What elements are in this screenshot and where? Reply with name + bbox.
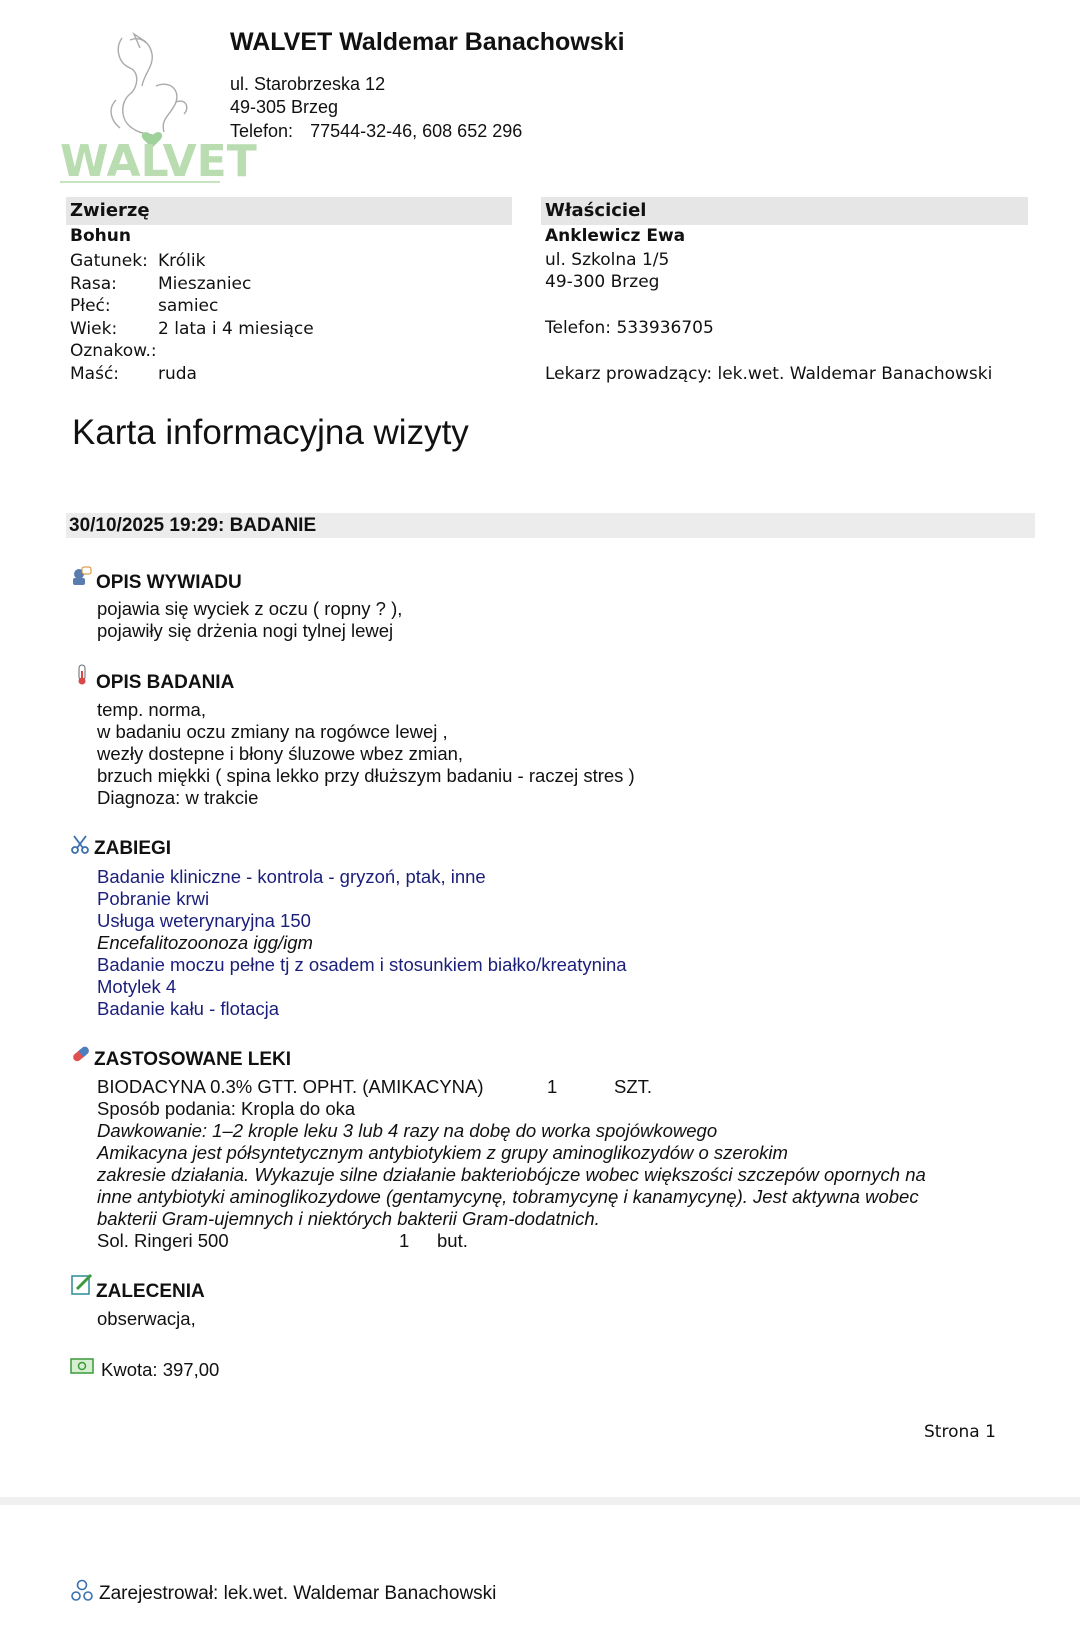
drug-row — [97, 1230, 997, 1252]
pill-icon — [70, 1043, 92, 1065]
drug-route: Sposób podania: Kropla do oka — [97, 1098, 356, 1119]
visit-header: 30/10/2025 19:29: BADANIE — [66, 513, 1035, 538]
procedure-item: Badanie kału - flotacja — [97, 998, 280, 1019]
owner-doctor — [545, 364, 992, 384]
drug-qty: 1 — [399, 1230, 410, 1251]
owner-phone-label: Telefon: — [545, 318, 612, 338]
svg-text:WALVET: WALVET — [60, 136, 257, 187]
clinic-name: WALVET Waldemar Banachowski — [230, 28, 625, 56]
amount: Kwota: 397,00 — [101, 1359, 220, 1380]
drug-unit: SZT. — [614, 1076, 653, 1097]
owner-address-street: ul. Szkolna 1/5 — [545, 250, 670, 270]
animal-field-breed: Rasa: Mieszaniec — [70, 273, 252, 294]
drug-qty: 1 — [547, 1076, 558, 1097]
drugs-list — [97, 1076, 997, 1252]
user-icon — [70, 1578, 94, 1602]
animal-section-header: Zwierzę — [66, 197, 512, 225]
history-text — [97, 598, 402, 642]
clinic-address-city: 49-305 Brzeg — [230, 97, 339, 117]
notepad-pencil-icon — [71, 1273, 93, 1295]
walvet-logo — [60, 28, 257, 188]
owner-doctor-value: lek.wet. Waldemar Banachowski — [717, 364, 993, 384]
procedures-list — [97, 866, 627, 1020]
animal-field-age: Wiek: 2 lata i 4 miesiące — [70, 318, 314, 339]
exam-line: wezły dostepne i błony śluzowe wbez zmian, — [97, 743, 464, 764]
drug-note: Amikacyna jest półsyntetycznym antybiotykiem z grupy aminoglikozydów o szerokim — [97, 1142, 788, 1163]
drug-note: Dawkowanie: 1–2 krople leku 3 lub 4 razy na dobę do worka spojówkowego — [97, 1120, 718, 1141]
owner-section-header: Właściciel — [541, 197, 1028, 225]
procedure-item: Motylek 4 — [97, 976, 177, 997]
procedure-item: Usługa weterynaryjna 150 — [97, 910, 311, 931]
procedure-item: Encefalitozoonoza igg/igm — [97, 932, 313, 953]
owner-phone — [545, 318, 714, 338]
interview-icon — [70, 565, 92, 587]
drug-note: inne antybiotyki aminoglikozydowe (gentamycynę, tobramycynę i kanamycynę). Jest aktywna wobec — [97, 1186, 919, 1207]
drugs-title: ZASTOSOWANE LEKI — [94, 1049, 292, 1070]
animal-name: Bohun — [70, 226, 131, 246]
recommendations-text: obserwacja, — [97, 1308, 196, 1329]
drug-note: bakterii Gram-ujemnych i niektórych bakterii Gram-dodatnich. — [97, 1208, 600, 1229]
procedure-item: Badanie kliniczne - kontrola - gryzoń, ptak, inne — [97, 866, 486, 887]
exam-text — [97, 699, 635, 809]
drug-name: Sol. Ringeri 500 — [97, 1230, 229, 1251]
animal-field-sex: Płeć: samiec — [70, 296, 219, 317]
owner-name: Anklewicz Ewa — [545, 226, 686, 246]
exam-line: w badaniu oczu zmiany na rogówce lewej , — [97, 721, 448, 742]
clinic-address-street: ul. Starobrzeska 12 — [230, 74, 386, 94]
exam-line: Diagnoza: w trakcie — [97, 787, 259, 808]
clinic-phone-label: Telefon: — [230, 121, 294, 141]
procedures-title: ZABIEGI — [94, 838, 172, 859]
animal-field-species: Gatunek: Królik — [70, 251, 206, 271]
clinic-phone-value: 77544-32-46, 608 652 296 — [310, 121, 523, 141]
exam-line: temp. norma, — [97, 699, 206, 720]
exam-line: brzuch miękki ( spina lekko przy dłuższym badaniu - raczej stres ) — [97, 765, 635, 786]
clinic-phone — [230, 121, 522, 142]
recommendations-title: ZALECENIA — [96, 1281, 205, 1302]
scissors-icon — [70, 834, 92, 856]
procedure-item: Pobranie krwi — [97, 888, 210, 909]
thermometer-icon — [72, 664, 94, 686]
owner-phone-value: 533936705 — [616, 318, 714, 338]
history-line: pojawiły się drżenia nogi tylnej lewej — [97, 620, 394, 641]
owner-doctor-label: Lekarz prowadzący: — [545, 364, 713, 384]
exam-title: OPIS BADANIA — [96, 672, 235, 693]
page-number: Strona 1 — [924, 1422, 996, 1442]
history-title: OPIS WYWIADU — [96, 572, 242, 593]
drug-name: BIODACYNA 0.3% GTT. OPHT. (AMIKACYNA) — [97, 1076, 484, 1097]
page-separator — [0, 1497, 1080, 1505]
registered-by: Zarejestrował: lek.wet. Waldemar Banachowski — [99, 1583, 497, 1604]
drug-unit: but. — [437, 1230, 468, 1251]
animal-fields — [70, 250, 314, 386]
history-line: pojawia się wyciek z oczu ( ropny ? ), — [97, 598, 403, 619]
procedure-item: Badanie moczu pełne tj z osadem i stosunkiem białko/kreatynina — [97, 954, 627, 975]
banknote-icon — [70, 1357, 94, 1375]
animal-field-marking: Oznakow.: — [70, 341, 157, 362]
drug-note: zakresie działania. Wykazuje silne działanie bakteriobójcze wobec większości szczepów opornych na — [97, 1164, 926, 1185]
owner-address-city: 49-300 Brzeg — [545, 272, 660, 292]
drug-row — [97, 1076, 997, 1098]
document-title: Karta informacyjna wizyty — [72, 413, 469, 452]
animal-field-color: Maść: ruda — [70, 363, 197, 384]
